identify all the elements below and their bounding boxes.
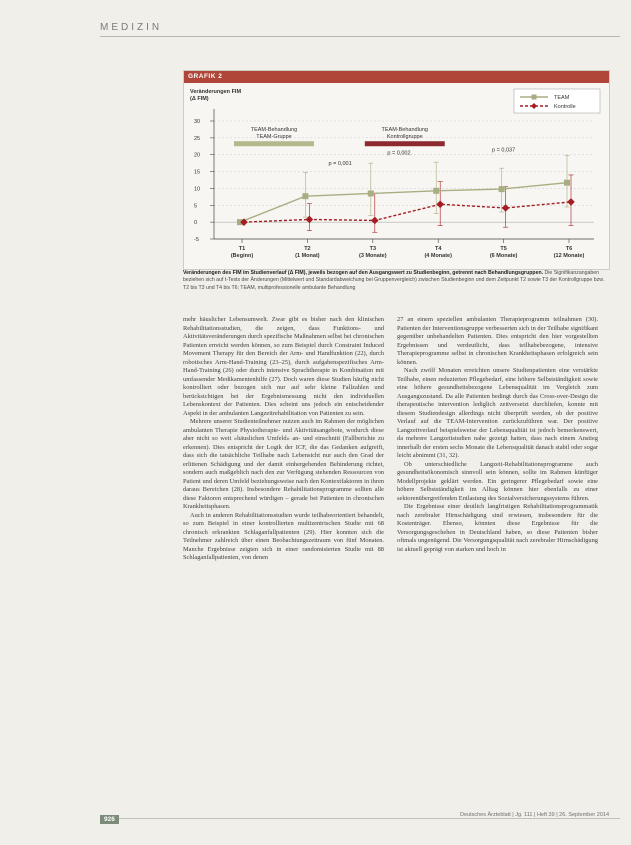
x-tick-sublabel: (6 Monate) xyxy=(489,253,518,259)
figure-caption xyxy=(183,270,608,292)
x-tick-sublabel: (3 Monate) xyxy=(359,253,387,259)
x-tick-sublabel: (4 Monate) xyxy=(424,253,452,259)
header-rule xyxy=(100,36,620,37)
page-number: 926 xyxy=(100,815,119,824)
section-header: MEDIZIN xyxy=(100,22,163,33)
x-tick-label: T4 xyxy=(434,246,442,252)
figure-label: GRAFIK 2 xyxy=(184,71,609,83)
phase-bar-1 xyxy=(234,141,314,146)
phase-bar-2 xyxy=(365,141,445,146)
x-tick-label: T2 xyxy=(304,246,311,252)
x-tick-sublabel: (12 Monate) xyxy=(553,253,585,259)
point-kontrolle xyxy=(567,198,575,206)
left-column xyxy=(183,316,384,563)
point-team xyxy=(433,188,439,194)
point-kontrolle xyxy=(436,200,444,208)
legend-label: TEAM xyxy=(554,95,570,101)
point-kontrolle xyxy=(371,217,379,225)
point-team xyxy=(564,180,570,186)
x-tick-label: T3 xyxy=(369,246,377,252)
phase-subtitle-2: Kontrollgruppe xyxy=(386,134,423,141)
y-tick-label: -5 xyxy=(194,237,199,243)
fim-line-chart xyxy=(184,83,609,269)
y-tick-label: 10 xyxy=(194,186,201,193)
x-tick-label: T6 xyxy=(565,246,573,252)
y-tick-label: 0 xyxy=(194,220,198,227)
legend-label: Kontrolle xyxy=(554,104,576,110)
x-tick-sublabel: (Beginn) xyxy=(230,253,254,259)
y-tick-label: 20 xyxy=(194,152,201,159)
legend-marker xyxy=(532,95,537,100)
right-paragraph-2: Nach zwölf Monaten erreichten unsere Studienpatienten eine verstärkte Teilhabe, einen reduzierten Pflegebedarf, eine höhere Selbstständigkeit sowie eine höhere gesundheitsbezogene Lebensqualität im Vergleich zum Ausgangszustand. Da alle Patienten bedingt durch das Cross-over-Design die therapeutische intervention lediglich zeitversetzt durchliefen, konnte mit diesem Studiendesign allerdings nicht überprüft werden, ob der positive Verlauf auf die TEAM-Intervention zurückzuführen war. Der positive Langzeitverlauf beispielsweise der Lebensqualität ist jedoch bemerkenswert, da mehrere Langzeitstudien nahe gezeigt hatten, dass nach einem Anstieg innerhalb der ersten sechs Monate die Lebensqualität danach stabil oder sogar leicht abnimmt (31, 32). xyxy=(397,367,598,459)
point-team xyxy=(302,193,308,199)
figure-box xyxy=(183,70,610,270)
x-tick-label: T5 xyxy=(500,246,507,252)
left-paragraph-2: Mehrere unserer Studienteilnehmer nutzen auch im Rahmen der möglichen ambulanten Therapie Physiotherapie- und Aktivitätsangebote, wodurch diese aber nicht so weit »häuslichen Umfeld« an- und einschnitt (Fallberichte zu erkennen). Dies entspricht der Logik der ICF, die das Gedanken aufgreift, dass sich die tatsächliche Teilhabe nach Lebensicht nur auch den Grad der erlittenen Schädigung und der damit einhergehenden Behinderung richtet, sondern auch maßgeblich nach den zur Verfügung stehenden Ressourcen von Patient und deren Umfeld beziehungsweise nach den Kontextfaktoren in ihren daraus Bereichen (28). Insbesondere Rehabilitationsprogramme sollten alle diese Faktoren entsprechend würdigen – gerade bei Patienten in chronischen Krankheitsphasen. xyxy=(183,418,384,510)
y-tick-label: 15 xyxy=(194,169,201,176)
right-column xyxy=(397,316,598,554)
y-axis-label-unit: (Δ FIM) xyxy=(190,96,209,102)
phase-title-2: TEAM-Behandlung xyxy=(381,127,429,134)
x-tick-sublabel: (1 Monat) xyxy=(295,253,320,259)
phase-subtitle-1: TEAM-Gruppe xyxy=(256,134,292,141)
p-value-annotation-2: p = 0,002 xyxy=(387,150,411,157)
right-paragraph-3: Ob unterschiedliche Langzeit-Rehabilitationsprogramme auch gesundheitsökonomisch sinnvoll sein können, sollte im Rahmen künftiger Modellprojekte geklärt werden. Ein geringerer Pflegebedarf sowie eine höhere Selbstständigkeit im Alltag können hier ebenfalls zu einer sektorenübergreifenden Entlastung des Sozialversicherungssystems führen. xyxy=(397,460,598,502)
p-value-annotation-3: p = 0,037 xyxy=(492,147,516,154)
journal-reference: Deutsches Ärzteblatt | Jg. 111 | Heft 39 | 26. September 2014 xyxy=(460,812,609,818)
y-tick-label: 5 xyxy=(194,203,198,210)
figure-caption-text: Die Signifikanzangaben beziehen sich auf t-Tests der Änderungen (Mittelwert und Standardabweichung bei Gruppenvergleich) zwischen Studienbeginn und dem Zeitpunkt T2 sowie T3 der Kontrollgruppe bzw. T2 bis T3 und T4 bis T6; TEAM, multiprofessionelle ambulante Behandlung xyxy=(183,270,605,291)
point-team xyxy=(499,186,505,192)
right-paragraph-4: Die Ergebnisse einer deutlich langfristigen Rehabilitationsprogrammatik nach zerebraler Hirnschädigung sind erwiesen, insbesondere für die Kostenträger. Ebenso, könnten diese Ergebnisse für die Versorgungsgeschehen in Deutschland haben, so diese Patienten bisher oftmals ungenügend. Die Versorgungsqualität nach zerebraler Hirnschädigung ist aktuell geprägt von starken und hoch in xyxy=(397,503,598,553)
y-tick-label: 25 xyxy=(194,135,201,142)
left-paragraph-1: mehr häuslicher Lebensumwelt. Zwar gibt es bisher nach den klinischen Rehabilitationsstudien, die zeigen, dass Funktions- und Aktivitätsveränderungen durch spezifische Maßnahmen selbst bei chronischen Patienten erreicht werden können, so zum Beispiel durch Constraint Induced Movement Therapy für den Bereich der Arm- und Handfunktion (22), durch robotisches Arm-Hand-Training (23–25), durch aufgabenspezifisches Arm-Hand-Training (26) oder durch intensive Sprachtherapie in Kombination mit umfassender Medikamentenhilfe (27). Doch waren diese Studien häufig nicht kontrolliert oder bezogen sich nur auf sehr kleine Fallzahlen und berücksichtigen bei der Ergebnismessung nicht den individuellen Lebenskontext der Patienten. Dies scheint uns jedoch ein entscheidender Aspekt in der ambulanten Langzeitrehabilitation von Patienten zu sein. xyxy=(183,316,384,417)
y-axis-label: Veränderungen FIM xyxy=(190,89,242,95)
phase-title-1: TEAM-Behandlung xyxy=(250,127,298,134)
series-line-kontrolle xyxy=(244,202,571,222)
right-paragraph-1: 27 an einem speziellen ambulanten Therapieprogramm teilnahmen (30). Patienten der Interventionsgruppe verbesserten sich in der Teilhabe signifikant gegenüber unbehandelten Patienten. Dies entspricht den hier vorgestellten Ergebnissen und verdeutlicht, dass teilhabebezogene, intensive Therapieprogramme selbst in chronischen Krankheitsphasen erfolgreich sein können. xyxy=(397,316,598,366)
left-paragraph-3: Auch in anderen Rehabilitationsstudien wurde teilhabeorientiert behandelt, so zum Beispiel in einer kontrollierten multizentrischen Studie mit 68 chronisch erkrankten Schlaganfallpatienten (29). Hier konnten sich die Teilnehmer zahlreich über einen Beobachtungszeitraum von fünf Monaten. Manche Ergebnisse zeigten sich in einer randomisierten Studie mit 88 Schlaganfallpatienten, von denen xyxy=(183,511,384,561)
point-team xyxy=(368,190,374,196)
x-tick-label: T1 xyxy=(238,246,246,252)
y-tick-label: 30 xyxy=(194,119,201,125)
figure-caption-title: Veränderungen des FIM im Studienverlauf (Δ FIM), jeweils bezogen auf den Ausgangswert zu Studienbeginn, getrennt nach Behandlungsgruppen. xyxy=(183,270,544,276)
footer-rule xyxy=(100,818,620,819)
p-value-annotation-1: p = 0,001 xyxy=(328,160,352,167)
